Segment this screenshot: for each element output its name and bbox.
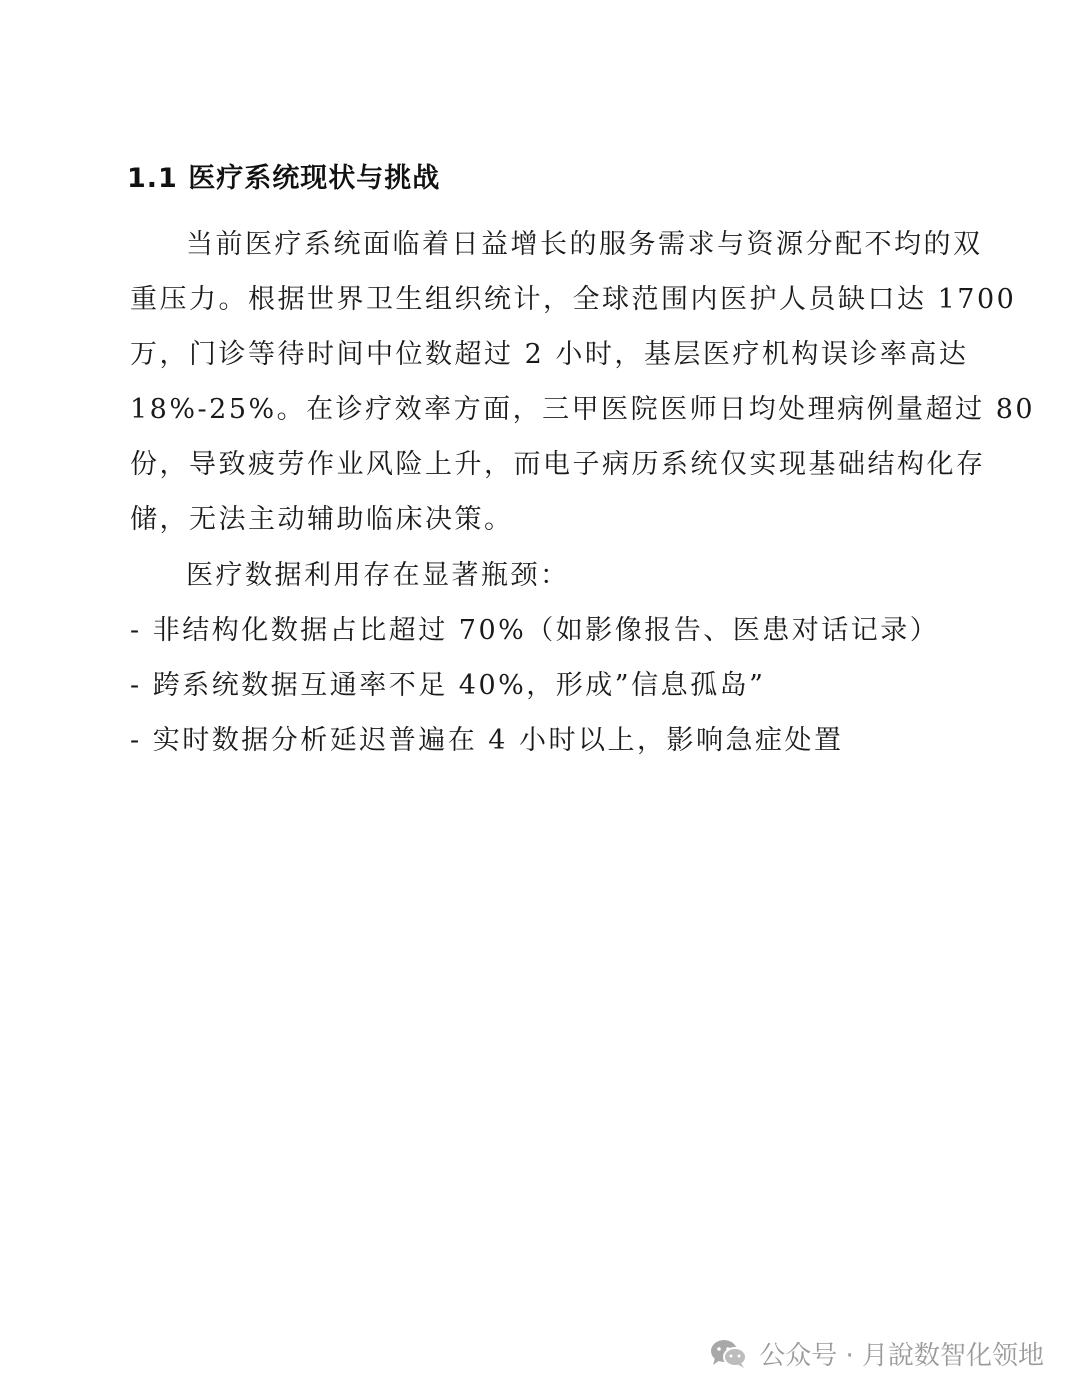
- bullet-item: - 非结构化数据占比超过 70%（如影像报告、医患对话记录）: [130, 615, 940, 646]
- paragraph-line: 万，门诊等待时间中位数超过 2 小时，基层医疗机构误诊率高达: [130, 339, 969, 370]
- watermark-text: 公众号 · 月說数智化领地: [759, 1341, 1044, 1371]
- paragraph-line: 18%-25%。在诊疗效率方面，三甲医院医师日均处理病例量超过 80: [130, 394, 1036, 425]
- wechat-icon: [709, 1338, 749, 1370]
- bullet-item: - 跨系统数据互通率不足 40%，形成”信息孤岛”: [130, 670, 766, 701]
- paragraph-line: 重压力。根据世界卫生组织统计，全球范围内医护人员缺口达 1700: [130, 284, 1017, 315]
- paragraph-line: 储，无法主动辅助临床决策。: [130, 504, 514, 535]
- paragraph-intro: 医疗数据利用存在显著瓶颈：: [186, 560, 570, 591]
- watermark-footer: [709, 1335, 1044, 1372]
- paragraph-line: 当前医疗系统面临着日益增长的服务需求与资源分配不均的双: [186, 229, 983, 260]
- section-heading: 1.1 医疗系统现状与挑战: [127, 163, 441, 194]
- bullet-item: - 实时数据分析延迟普遍在 4 小时以上，影响急症处置: [130, 725, 844, 756]
- paragraph-line: 份，导致疲劳作业风险上升，而电子病历系统仅实现基础结构化存: [130, 449, 986, 480]
